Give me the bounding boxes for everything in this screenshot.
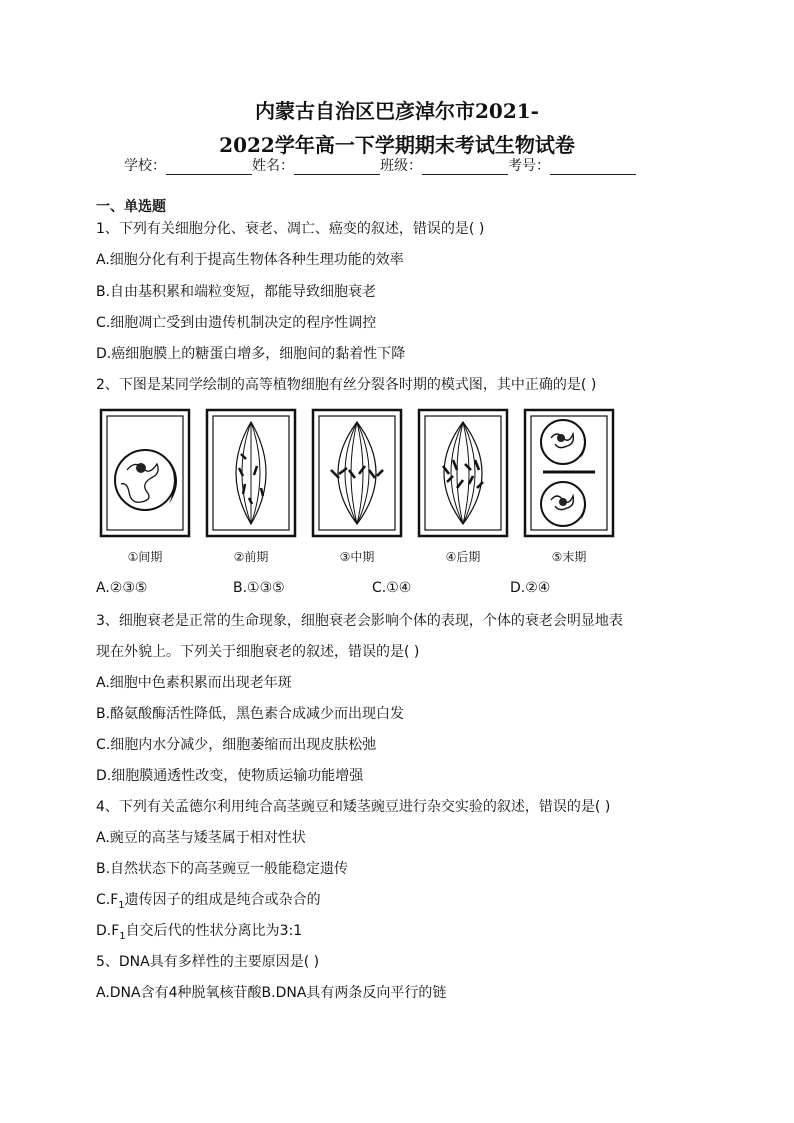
- q5-options-line: A.DNA含有4种脱氧核苷酸B.DNA具有两条反向平行的链: [96, 985, 447, 1001]
- q3-option-b: B.酪氨酸酶活性降低，黑色素合成减少而出现白发: [96, 706, 405, 722]
- q3-option-a: A.细胞中色素积累而出现老年斑: [96, 675, 292, 691]
- q3-stem-line1: 3、细胞衰老是正常的生命现象，细胞衰老会影响个体的表现，个体的衰老会明显地表: [96, 613, 623, 629]
- caption-prophase: ②前期: [233, 550, 269, 564]
- caption-telophase: ⑤末期: [551, 550, 587, 564]
- cell-figure-interphase: [99, 408, 191, 564]
- exam-title-line2: 2022学年高一下学期期末考试生物试卷: [219, 133, 575, 157]
- caption-interphase: ①间期: [127, 550, 163, 564]
- q1-option-a: A.细胞分化有利于提高生物体各种生理功能的效率: [96, 252, 404, 268]
- cell-figure-telophase: [523, 408, 615, 564]
- q4-option-d-prefix: D.F: [96, 923, 120, 939]
- name-label: 姓名：: [252, 158, 294, 174]
- q4-option-d-subscript: 1: [119, 930, 126, 942]
- q1-option-b: B.自由基积累和端粒变短，都能导致细胞衰老: [96, 284, 377, 300]
- school-blank[interactable]: [166, 160, 252, 175]
- q4-option-d-text: 自交后代的性状分离比为3:1: [125, 923, 303, 939]
- q4-stem: 4、下列有关孟德尔利用纯合高茎豌豆和矮茎豌豆进行杂交实验的叙述，错误的是( ): [96, 799, 611, 815]
- metaphase-cell-drawing: [311, 408, 403, 538]
- q1-stem: 1、下列有关细胞分化、衰老、凋亡、癌变的叙述，错误的是( ): [96, 221, 485, 237]
- school-label: 学校：: [124, 158, 166, 174]
- q3-option-d: D.细胞膜通透性改变，使物质运输功能增强: [96, 768, 364, 784]
- interphase-cell-drawing: [99, 408, 191, 538]
- q5-stem: 5、DNA具有多样性的主要原因是( ): [96, 954, 320, 970]
- q2-option-b: B.①③⑤: [233, 580, 285, 596]
- q2-option-a: A.②③⑤: [96, 580, 148, 596]
- exam-number-blank[interactable]: [550, 160, 636, 175]
- q2-option-d: D.②④: [510, 580, 551, 596]
- student-info-line: [124, 155, 636, 175]
- cell-figure-anaphase: [417, 408, 509, 564]
- class-blank[interactable]: [422, 160, 508, 175]
- q4-option-d: [96, 920, 302, 942]
- caption-metaphase: ③中期: [339, 550, 375, 564]
- mitosis-figure: [99, 408, 619, 568]
- q4-option-a: A.豌豆的高茎与矮茎属于相对性状: [96, 830, 306, 846]
- q4-option-c-subscript: 1: [118, 899, 125, 911]
- anaphase-cell-drawing: [417, 408, 509, 538]
- cell-figure-prophase: [205, 408, 297, 564]
- q4-option-b: B.自然状态下的高茎豌豆一般能稳定遗传: [96, 861, 349, 877]
- q4-option-c: [96, 889, 321, 911]
- class-label: 班级：: [380, 158, 422, 174]
- caption-anaphase: ④后期: [445, 550, 481, 564]
- section-heading: 一、单选题: [96, 199, 166, 215]
- q4-option-c-prefix: C.F: [96, 892, 119, 908]
- q1-option-d: D.癌细胞膜上的糖蛋白增多，细胞间的黏着性下降: [96, 346, 406, 362]
- telophase-cell-drawing: [523, 408, 615, 538]
- prophase-cell-drawing: [205, 408, 297, 538]
- exam-title-line1: 内蒙古自治区巴彦淖尔市2021-: [255, 99, 539, 123]
- q2-stem: 2、下图是某同学绘制的高等植物细胞有丝分裂各时期的模式图，其中正确的是( ): [96, 377, 597, 393]
- cell-figure-metaphase: [311, 408, 403, 564]
- q3-option-c: C.细胞内水分减少，细胞萎缩而出现皮肤松弛: [96, 737, 377, 753]
- q2-option-c: C.①④: [372, 580, 412, 596]
- name-blank[interactable]: [294, 160, 380, 175]
- exam-number-label: 考号：: [508, 158, 550, 174]
- q3-stem-line2: 现在外貌上。下列关于细胞衰老的叙述，错误的是( ): [96, 644, 420, 660]
- q1-option-c: C.细胞凋亡受到由遗传机制决定的程序性调控: [96, 315, 377, 331]
- q4-option-c-text: 遗传因子的组成是纯合或杂合的: [124, 892, 321, 908]
